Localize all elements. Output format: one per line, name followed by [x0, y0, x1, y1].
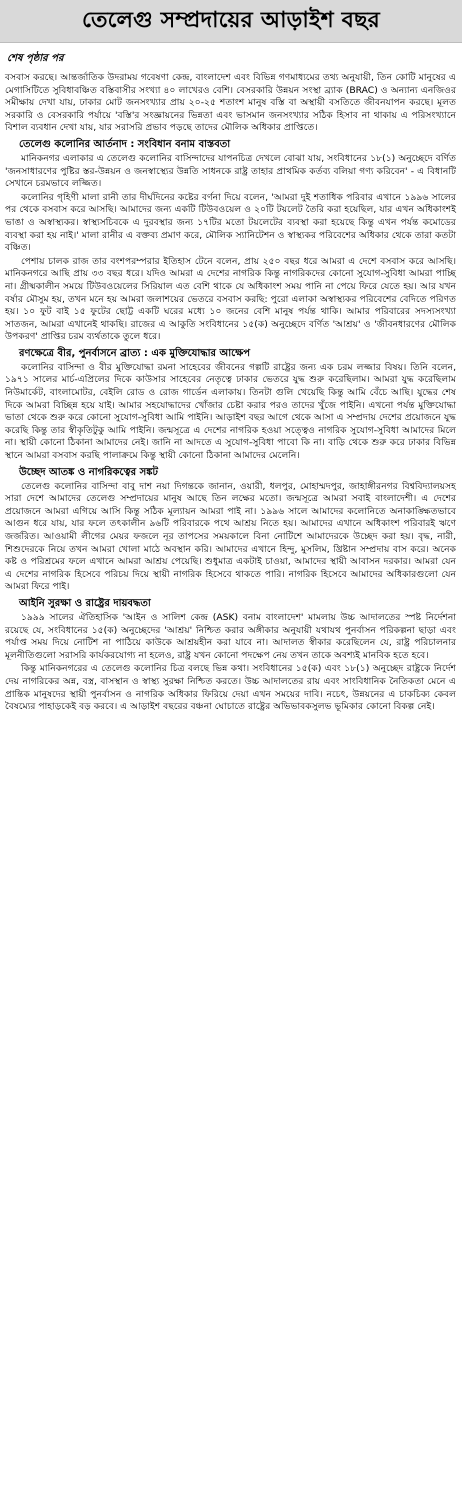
section-heading-eviction: উচ্ছেদ আতঙ্ক ও নাগরিকত্বের সঙ্কট [19, 466, 158, 478]
body-paragraph: ১৯৯৯ সালের ঐতিহাসিক 'আইন ও সালিশ কেন্দ্র (ASK) বনাম বাংলাদেশ' মামলায় উচ্চ আদালতের স্পষ্ট নির্দেশনা রয়েছে যে, সংবিধানের ১৫(ক) অনুচ্ছেদের 'আশ্রয়' নিশ্চিত করার অঙ্গীকার অনুযায়ী যথাযথ পুনর্বাসন পরিকল্পনা ছাড়া এবং পর্যাপ্ত সময় দিয়ে নোটিশ না পাঠিয়ে কাউকে আশ্রয়হীন করা যাবে না। আদালত স্বীকার করেছিলেন যে, রাষ্ট্র পরিচালনার মূলনীতিগুলো সরাসরি কার্যকরযোগ্য না হলেও, রাষ্ট্র যখন কোনো পদক্ষেপ নেয় তখন তাকে অবশ্যই মানবিক হতে হবে। [5, 611, 456, 661]
body-paragraph: কিন্তু মানিকনগরের এ তেলেগু কলোনির চিত্র বলছে ভিন্ন কথা। সংবিধানের ১৫(ক) এবং ১৮(১) অনুচ্ছেদ রাষ্ট্রকে নির্দেশ দেয় নাগরিকের অন্ন, বস্ত্র, বাসস্থান ও স্বাস্থ্য সুরক্ষা নিশ্চিত করতে। উচ্চ আদালতের রায় এবং সাংবিধানিক নৈতিকতা মেনে এ প্রান্তিক মানুষদের স্থায়ী পুনর্বাসন ও নাগরিক অধিকার ফিরিয়ে দেয়া এখন সময়ের দাবি। নচেৎ, উন্নয়নের এ চাকচিক্য কেবল বৈষম্যের পাহাড়কেই বড় করবে। এ আড়াইশ বছরের বঞ্চনা ঘোচাতে রাষ্ট্রের অভিভাবকসুলভ ভূমিকার কোনো বিকল্প নেই। [5, 663, 456, 713]
body-paragraph: কলোনির গৃহিণী মালা রানী তার দীর্ঘদিনের কষ্টের বর্ণনা দিয়ে বলেন, 'আমরা দুই শতাধিক পরিবার এখানে ১৯৯৬ সালের পর থেকে বসবাস করে আসছি। আমাদের জন্য একটি টিউবওয়েল ও ২০টি টয়লেট তৈরি করা হয়েছিল, যার এখন অধিকাংশই ভাঙা ও অস্বাস্থ্যকর। স্বাস্থ্যসচিবকে এ দুরবস্থার জন্য ১৭টির মতো টয়লেটের ব্যবস্থা করা হয়েছে কিন্তু এখন পর্যন্ত কমোডের ব্যবস্থা করা হয় নাই।' মালা রানীর এ বক্তব্য প্রমাণ করে, মৌলিক স্যানিটেশন ও স্বাস্থ্যকর পরিবেশের অধিকার থেকে তারা কতটা বঞ্চিত। [5, 191, 456, 254]
body-paragraph: পেশায় চালক রাজ তার বংশপরম্পরার ইতিহাস টেনে বলেন, প্রায় ২৫০ বছর ধরে আমরা এ দেশে বসবাস করে আসছি। মানিকনগরে আছি প্রায় ৩৩ বছর ধরে। যদিও আমরা এ দেশের নাগরিক কিন্তু নাগরিকদের কোনো সুযোগ-সুবিধা আমরা পাচ্ছি না। গ্রীষ্মকালীন সময়ে টিউবওয়েলের সিরিয়াল এত বেশি থাকে যে অধিকাংশ সময় পানি না পেয়ে ফিরে যেতে হয়। আর যখন বর্ষার মৌসুম হয়, তখন মনে হয় আমরা জলাশয়ের ভেতরে বসবাস করছি: পুরো এলাকা অস্বাস্থ্যকর পরিবেশের বেদিতে পরিণত হয়। ১০ ফুট বাই ১৫ ফুটের ছোট্ট একটি ঘরের মধ্যে ১০ জনের বেশি মানুষ পর্যন্ত থাকি। আমার পরিবারের সদস্যসংখ্যা সাতজন, আমরা এখানেই থাকছি। রাজের এ আকুতি সংবিধানের ১৫(ক) অনুচ্ছেদে বর্ণিত 'আশ্রয়' ও 'জীবনধারণের মৌলিক উপকরণ' প্রাপ্তির চরম ব্যর্থতাকে তুলে ধরে। [5, 255, 456, 343]
body-paragraph: মানিকনগর এলাকার এ তেলেগু কলোনির বাসিন্দাদের যাপনচিত্র দেখলে বোঝা যায়, সংবিধানের ১৮(১) অনুচ্ছেদে বর্ণিত 'জনসাধারণের পুষ্টির স্তর-উন্নয়ন ও জনস্বাস্থ্যের উন্নতি সাধনকে রাষ্ট্র তাহার প্রাথমিক কর্তব্য বলিয়া গণ্য করিবেন' - এ বিধানটি সেখানে চরমভাবে লজ্জিত। [5, 152, 456, 190]
continued-from-label: শেষ পৃষ্ঠার পর [7, 53, 64, 64]
headline-banner [0, 0, 462, 43]
section-heading-colony: তেলেগু কলোনির আর্তনাদ : সংবিধান বনাম বাস্তবতা [19, 138, 231, 150]
section-heading-freedom-fighter: রণক্ষেত্রে বীর, পুনর্বাসনে ব্রাত্য : এক মুক্তিযোদ্ধার আক্ষেপ [19, 347, 251, 359]
article-body [5, 72, 456, 714]
section-heading-legal: আইনি সুরক্ষা ও রাষ্ট্রের দায়বদ্ধতা [19, 597, 151, 609]
article-headline: তেলেগু সম্প্রদায়ের আড়াইশ বছর [82, 7, 380, 33]
body-paragraph: তেলেগু কলোনির বাসিন্দা বাবু দাশ নয়া দিগন্তকে জানান, ওয়ারী, ধলপুর, মোহাম্মদপুর, জাহাঙ্গীরনগর বিশ্ববিদ্যালয়সহ সারা দেশে আমাদের তেলেগু সম্প্রদায়ের মানুষ আছে তিন লক্ষের মতো। জন্মসূত্রে আমরা সবাই বাংলাদেশী। এ দেশের প্রয়োজনে আমরা এগিয়ে আসি কিন্তু সঠিক মূল্যায়ন আমরা পাই না। ১৯৯৬ সালে আমাদের কলোনিতে অনাকাঙ্ক্ষিতভাবে আগুন ধরে যায়, যার ফলে তৎকালীন ৯৬টি পরিবারকে পথে আশ্রয় নিতে হয়। আমাদের এখানে অধিকাংশ পরিবারই ঋণে জর্জরিত। আওয়ামী লীগের মেয়র ফজলে নূর তাপসের সময়কালে বিনা নোটিশে আমাদেরকে উচ্ছেদ করা হয়। বৃদ্ধ, নারী, শিশুদেরকে নিয়ে তখন আমরা খোলা মাঠে অবস্থান করি। আমাদের এখানে হিন্দু, মুসলিম, খ্রিষ্টান সম্প্রদায় বাস করে। অনেক কষ্ট ও পরিশ্রমের ফলে এখানে আমরা আশ্রয় পেয়েছি। শুধুমাত্র একটাই চাওয়া, আমাদের স্থায়ী আবাসন দরকার। আমরা যেন এ দেশের নাগরিক হিসেবে পরিচয় দিয়ে স্থায়ী নাগরিক হিসেবে থাকতে পারি। নাগরিক হিসেবে আমাদের অধিকারগুলো যেন আমরা ফিরে পাই। [5, 480, 456, 593]
intro-paragraph: বসবাস করছে। আন্তর্জাতিক উদরাময় গবেষণা কেন্দ্র, বাংলাদেশ এবং বিভিন্ন গণমাধ্যমের তথ্য অনুযায়ী, তিন কোটি মানুষের এ মেগাসিটিতে সুবিধাবঞ্চিত বস্তিবাসীর সংখ্যা ৪০ লাখেরও বেশি। বেসরকারি উন্নয়ন সংস্থা ব্র্যাক (BRAC) ও অন্যান্য এনজিওর সমীক্ষায় দেখা যায়, ঢাকার মোট জনসংখ্যার প্রায় ২০-২৫ শতাংশ মানুষ বস্তি বা অস্থায়ী বসতিতে জীবনযাপন করছে। মূলত সরকারি ও বেসরকারি পর্যায়ে 'বস্তি'র সংজ্ঞায়নের ভিন্নতা এবং ভাসমান জনসংখ্যার সঠিক হিসাব না থাকায় এ পরিসংখ্যানে বিশাল ব্যবধান দেখা যায়, যার সরাসরি প্রভাব পড়ছে তাদের মৌলিক অধিকার প্রাপ্তিতে। [5, 72, 456, 134]
body-paragraph: কলোনির বাসিন্দা ও বীর মুক্তিযোদ্ধা রমনা সাহেবের জীবনের গল্পটি রাষ্ট্রের জন্য এক চরম লজ্জার বিষয়। তিনি বলেন, ১৯৭১ সালের মার্চ-এপ্রিলের দিকে কাউসার সাহেবের নেতৃত্বে ঢাকার ভেতরে যুদ্ধ শুরু করেছিলাম। আমরা যুদ্ধ করেছিলাম নিউমার্কেট, বাংলামোটর, বেইলি রোড ও রোজ গার্ডেন এলাকায়। তিনটা গুলি খেয়েছি কিন্তু আমি বেঁচে আছি। যুদ্ধের শেষ দিকে আমরা বিচ্ছিন্ন হয়ে যাই। আমার সহযোদ্ধাদের খোঁজার চেষ্টা করার পরও তাদের খুঁজে পাইনি। এখনো পর্যন্ত মুক্তিযোদ্ধা ভাতা থেকে শুরু করে কোনো সুযোগ-সুবিধা আমি পাইনি। আড়াইশ বছর আগে থেকে আসা এ সম্প্রদায় দেশের প্রয়োজনে যুদ্ধ করেছি কিন্তু তার স্বীকৃতিটুকু আমি পাইনি। জন্মসূত্রে এ দেশের নাগরিক হওয়া সত্ত্বেও নাগরিক সুযোগ-সুবিধা আমাদের মিলে না। স্থায়ী কোনো ঠিকানা আমাদের নেই। জানি না আদতে এ সুযোগ-সুবিধা পাবো কি না। বাড়ি থেকে শুরু করে ঢাকার বিভিন্ন স্থানে আমরা বসবাস করছি পালাক্রমে কিন্তু স্থায়ী কোনো ঠিকানা আমাদের মেলেনি। [5, 361, 456, 462]
